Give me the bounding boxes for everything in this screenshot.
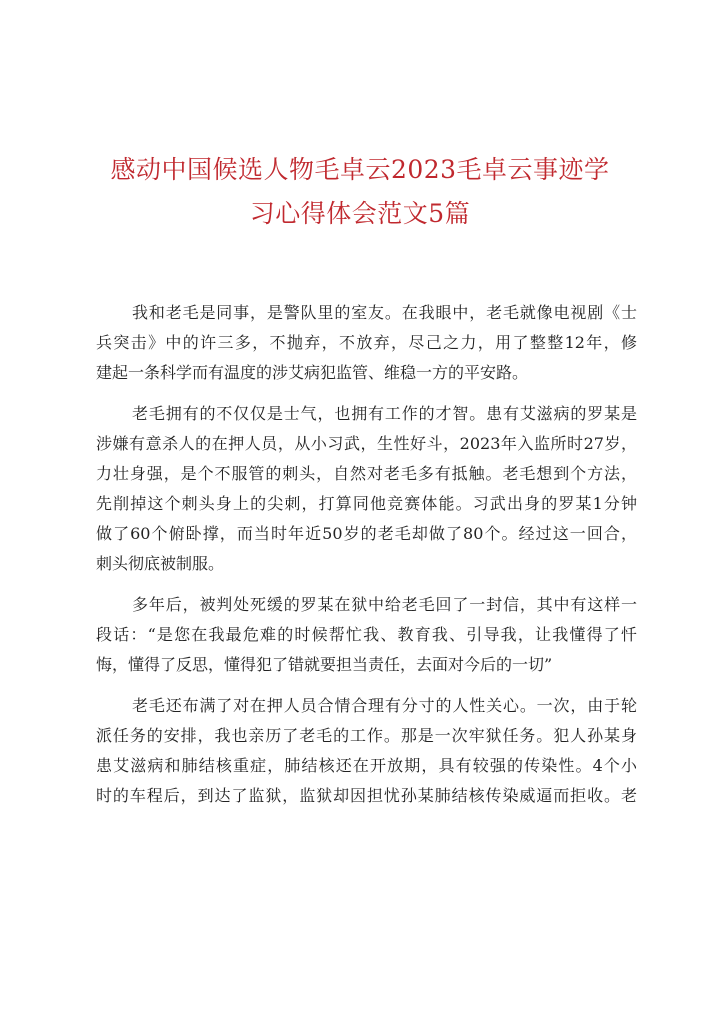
title-line-1: 感动中国候选人物毛卓云2023毛卓云事迹学 — [110, 155, 610, 184]
paragraph-line: 老毛还布满了对在押人员合情合理有分寸的人性关心。一次，由于轮 — [132, 696, 637, 715]
paragraph-4 — [96, 691, 637, 811]
paragraph-line: 刺头彻底被制服。 — [96, 554, 225, 573]
paragraph-line: 建起一条科学而有温度的涉艾病犯监管、维稳一方的平安路。 — [96, 363, 529, 382]
paragraph-line: 涉嫌有意杀人的在押人员，从小习武，生性好斗，2023年入监所时27岁， — [96, 434, 637, 453]
paragraph-line: 派任务的安排，我也亲历了老毛的工作。那是一次牢狱任务。犯人孙某身 — [96, 726, 637, 745]
title-line-2: 习心得体会范文5篇 — [249, 199, 471, 228]
paragraph-line: 时的车程后，到达了监狱，监狱却因担忧孙某肺结核传染威逼而拒收。老 — [96, 786, 637, 805]
paragraph-line: 我和老毛是同事，是警队里的室友。在我眼中，老毛就像电视剧《士 — [132, 303, 637, 322]
paragraph-line: 悔，懂得了反思，懂得犯了错就要担当责任，去面对今后的一切” — [96, 655, 553, 674]
paragraph-3 — [96, 590, 637, 680]
paragraph-1 — [96, 298, 637, 388]
paragraph-line: 多年后，被判处死缓的罗某在狱中给老毛回了一封信，其中有这样一 — [132, 595, 637, 614]
paragraph-line: 力壮身强，是个不服管的刺头，自然对老毛多有抵触。老毛想到个方法， — [96, 464, 637, 483]
document-title — [60, 148, 660, 236]
paragraph-line: 兵突击》中的许三多，不抛弃，不放弃，尽己之力，用了整整12年，修 — [96, 333, 637, 352]
document-body — [96, 298, 637, 822]
paragraph-2 — [96, 399, 637, 579]
paragraph-line: 老毛拥有的不仅仅是士气，也拥有工作的才智。患有艾滋病的罗某是 — [132, 404, 637, 423]
paragraph-line: 患艾滋病和肺结核重症，肺结核还在开放期，具有较强的传染性。4个小 — [96, 756, 637, 775]
paragraph-line: 段话：“是您在我最危难的时候帮忙我、教育我、引导我，让我懂得了忏 — [96, 625, 637, 644]
paragraph-line: 做了60个俯卧撑，而当时年近50岁的老毛却做了80个。经过这一回合， — [96, 524, 637, 543]
paragraph-line: 先削掉这个刺头身上的尖刺，打算同他竞赛体能。习武出身的罗某1分钟 — [96, 494, 637, 513]
